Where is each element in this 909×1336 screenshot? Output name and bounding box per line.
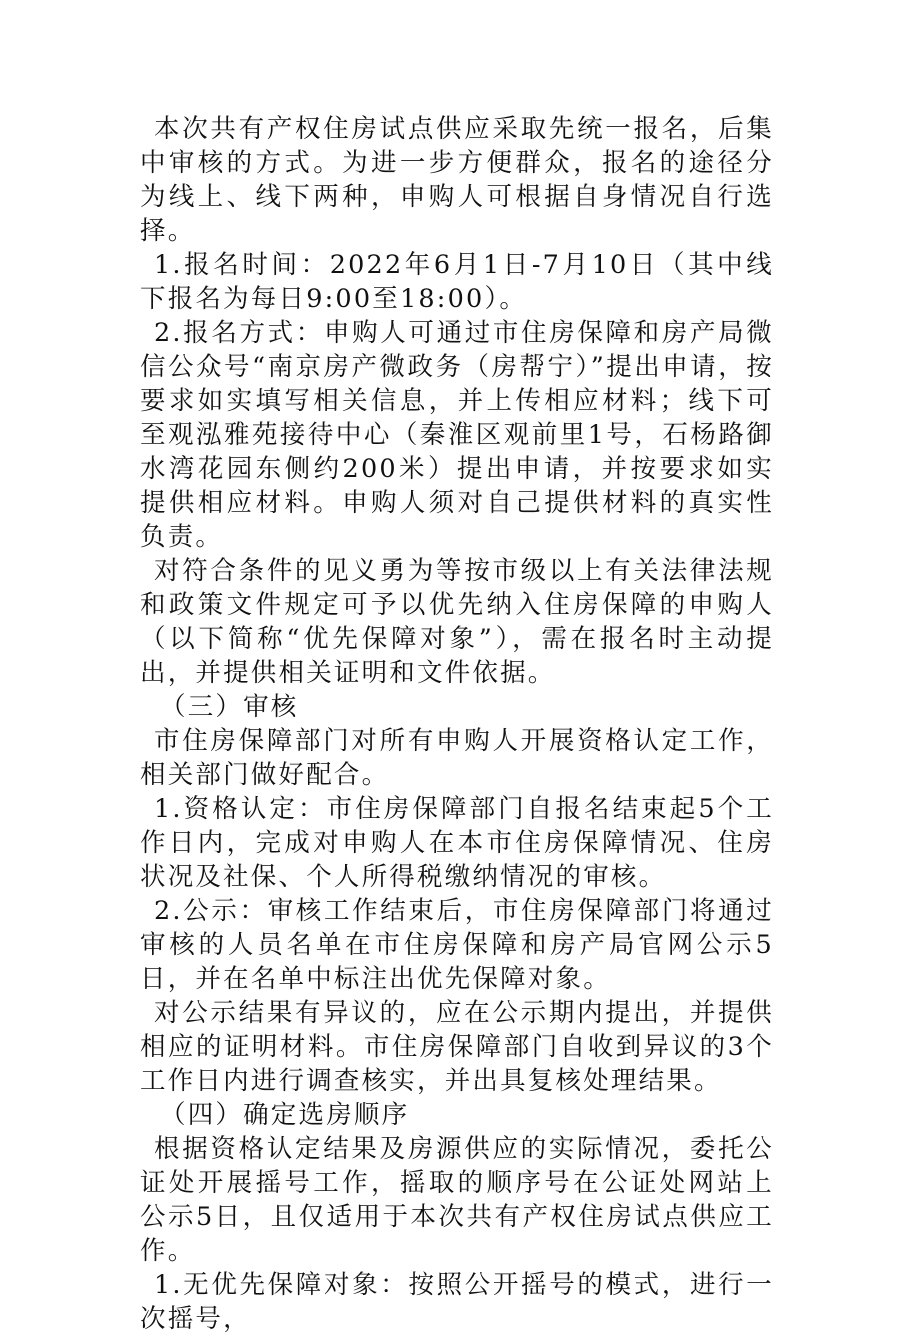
paragraph-registration-method: 2.报名方式：申购人可通过市住房保障和房产局微信公众号“南京房产微政务（房帮宁）”提出申请，按要求如实填写相关信息，并上传相应材料；线下可至观泓雅苑接待中心（秦淮区观前里1号，石杨路御水湾花园东侧约200米）提出申请，并按要求如实提供相应材料。申购人须对自己提供材料的真实性负责。 <box>140 318 774 552</box>
paragraph-review-intro: 市住房保障部门对所有申购人开展资格认定工作，相关部门做好配合。 <box>140 726 774 790</box>
document-body <box>140 112 774 1336</box>
paragraph-registration-time: 1.报名时间：2022年6月1日-7月10日（其中线下报名为每日9:00至18:00）。 <box>140 250 774 314</box>
paragraph-qualification: 1.资格认定：市住房保障部门自报名结束起5个工作日内，完成对申购人在本市住房保障情况、住房状况及社保、个人所得税缴纳情况的审核。 <box>140 794 774 892</box>
paragraph-publicity: 2.公示：审核工作结束后，市住房保障部门将通过审核的人员名单在市住房保障和房产局官网公示5日，并在名单中标注出优先保障对象。 <box>140 896 774 994</box>
paragraph-priority-applicants: 对符合条件的见义勇为等按市级以上有关法律法规和政策文件规定可予以优先纳入住房保障的申购人（以下简称“优先保障对象”），需在报名时主动提出，并提供相关证明和文件依据。 <box>140 556 774 688</box>
paragraph-no-priority: 1.无优先保障对象：按照公开摇号的模式，进行一次摇号， <box>140 1270 774 1334</box>
paragraph-lottery: 根据资格认定结果及房源供应的实际情况，委托公证处开展摇号工作，摇取的顺序号在公证处网站上公示5日，且仅适用于本次共有产权住房试点供应工作。 <box>140 1134 774 1266</box>
paragraph-registration-intro: 本次共有产权住房试点供应采取先统一报名，后集中审核的方式。为进一步方便群众，报名的途径分为线上、线下两种，申购人可根据自身情况自行选择。 <box>140 114 774 246</box>
paragraph-objection: 对公示结果有异议的，应在公示期内提出，并提供相应的证明材料。市住房保障部门自收到异议的3个工作日内进行调查核实，并出具复核处理结果。 <box>140 998 774 1096</box>
section-heading-selection-order: （四）确定选房顺序 <box>160 1100 410 1130</box>
section-heading-review: （三）审核 <box>160 692 299 722</box>
